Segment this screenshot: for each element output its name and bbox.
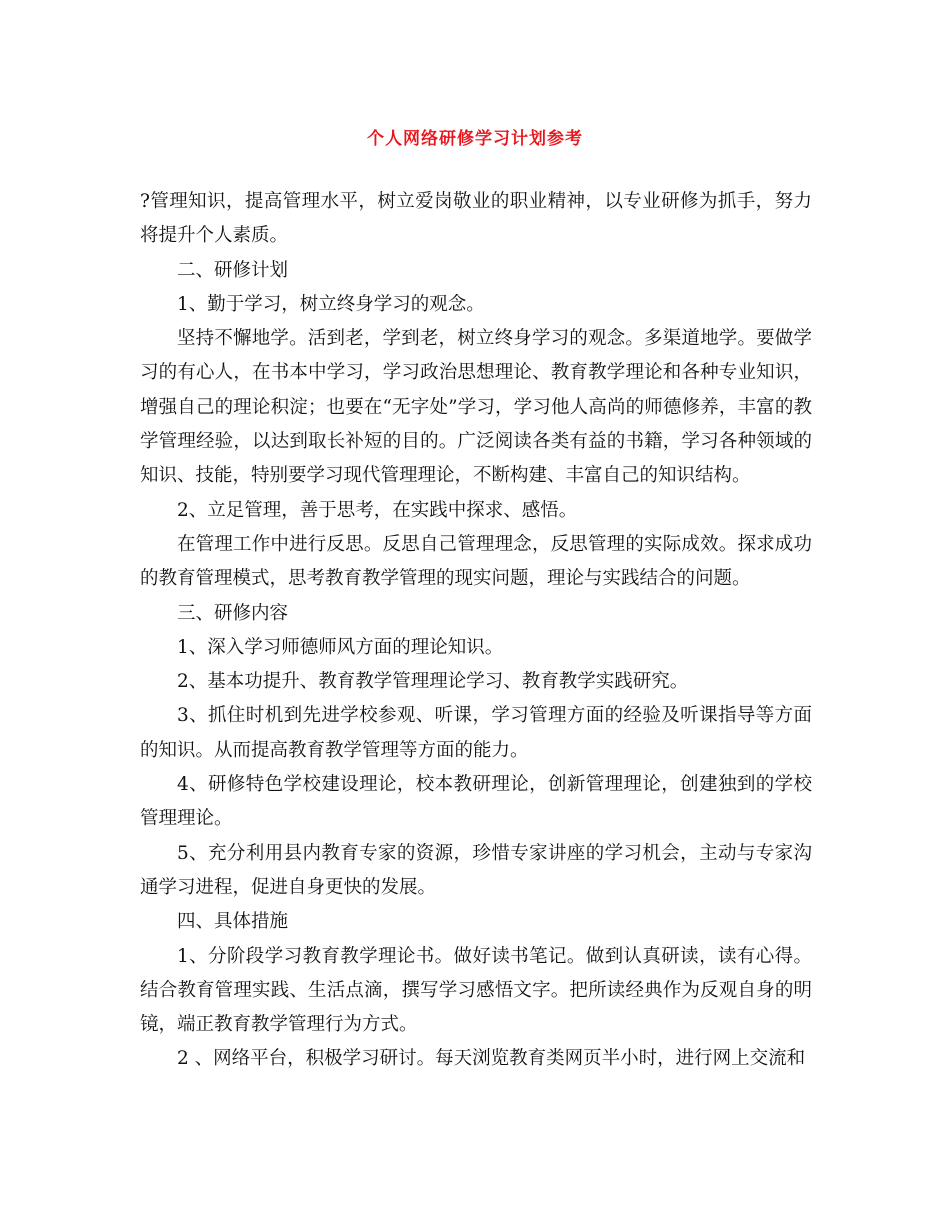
content-item-3: 3、抓住时机到先进学校参观、听课，学习管理方面的经验及听课指导等方面的知识。从而提高教育教学管理等方面的能力。 — [140, 705, 812, 761]
paragraph-reflection: 在管理工作中进行反思。反思自己管理理念，反思管理的实际成效。探求成功的教育管理模式，思考教育教学管理的现实问题，理论与实践结合的问题。 — [140, 533, 812, 590]
section-heading-plan: 二、研修计划 — [177, 259, 289, 281]
plan-item-1-heading: 1、勤于学习，树立终身学习的观念。 — [177, 293, 485, 315]
section-heading-measures: 四、具体措施 — [177, 911, 289, 933]
measure-item-1: 1、分阶段学习教育教学理论书。做好读书笔记。做到认真研读，读有心得。结合教育管理实践、生活点滴，撰写学习感悟文字。把所读经典作为反观自身的明镜，端正教育教学管理行为方式。 — [140, 945, 812, 1036]
paragraph-lifelong-learning: 坚持不懈地学。活到老，学到老，树立终身学习的观念。多渠道地学。要做学习的有心人，在书本中学习，学习政治思想理论、教育教学理论和各种专业知识，增强自己的理论积淀；也要在“无字处”学习，学习他人高尚的师德修养，丰富的教学管理经验，以达到取长补短的目的。广泛阅读各类有益的书籍，学习各种领域的知识、技能，特别要学习现代管理理论，不断构建、丰富自己的知识结构。 — [140, 328, 812, 487]
content-item-1: 1、深入学习师德师风方面的理论知识。 — [177, 636, 504, 658]
measure-item-2: 2 、网络平台，积极学习研讨。每天浏览教育类网页半小时，进行网上交流和 — [177, 1048, 806, 1070]
content-item-4: 4、研修特色学校建设理论，校本教研理论，创新管理理论，创建独到的学校管理理论。 — [140, 774, 812, 830]
content-item-5: 5、充分利用县内教育专家的资源，珍惜专家讲座的学习机会，主动与专家沟通学习进程，促进自身更快的发展。 — [140, 842, 812, 898]
section-heading-content: 三、研修内容 — [177, 602, 289, 624]
document-title: 个人网络研修学习计划参考 — [367, 129, 583, 149]
plan-item-2-heading: 2、立足管理，善于思考，在实践中探求、感悟。 — [177, 499, 578, 521]
paragraph-intro: ?管理知识，提高管理水平，树立爱岗敬业的职业精神，以专业研修为抓手，努力将提升个人素质。 — [140, 191, 812, 247]
document-body — [140, 185, 812, 1077]
content-item-2: 2、基本功提升、教育教学管理理论学习、教育教学实践研究。 — [177, 671, 689, 693]
